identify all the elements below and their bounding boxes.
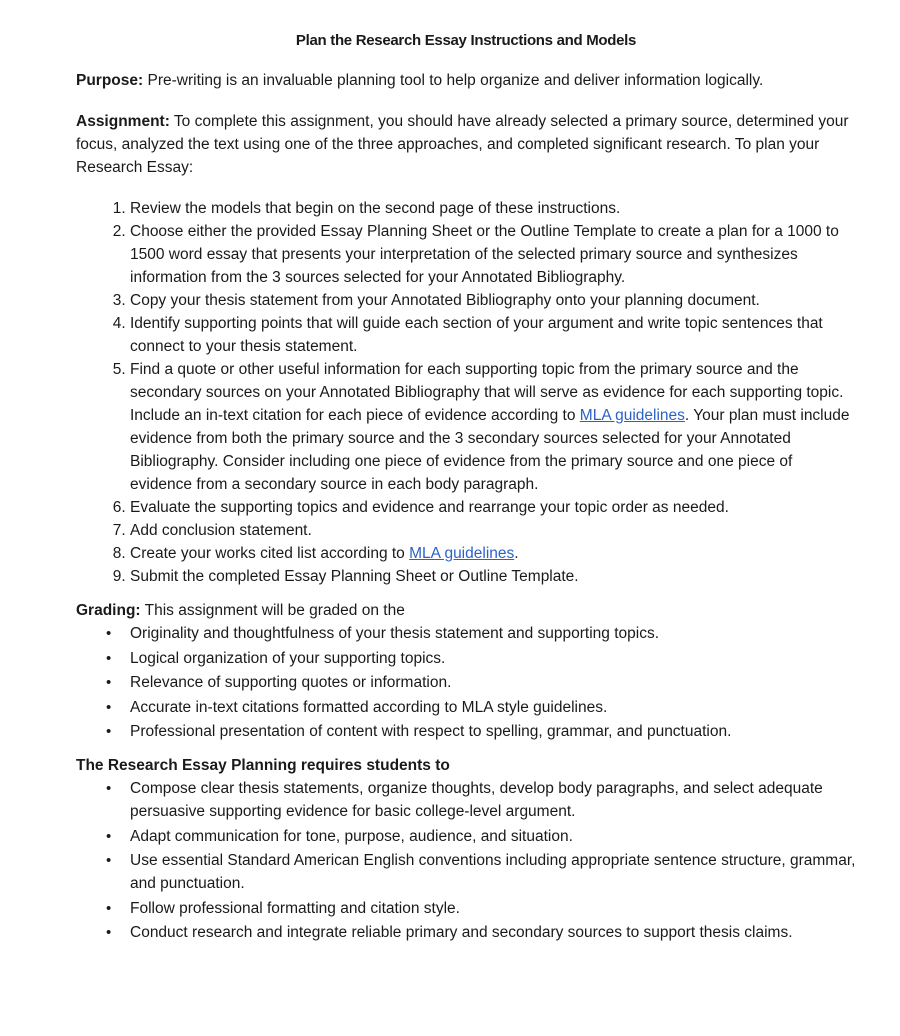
list-item: • Compose clear thesis statements, organize thoughts, develop body paragraphs, and select adequate persuasive supporting evidence for basic college-level argument. [130,777,856,823]
grading-criteria-list [76,622,856,743]
purpose-label: Purpose: [76,72,144,89]
grading-label: Grading: [76,602,141,619]
purpose-paragraph [76,69,856,92]
bullet-icon: • [106,827,112,845]
step-item: 2. Choose either the provided Essay Planning Sheet or the Outline Template to create a plan for a 1000 to 1500 word essay that presents your interpretation of the selected primary source and synthesizes information from the 3 sources selected for your Annotated Bibliography. [130,220,856,289]
step-item: 5. Find a quote or other useful information for each supporting topic from the primary source and the secondary sources on your Annotated Bibliography that will serve as evidence for each supporting topic. Include an in-text citation for each piece of evidence according to MLA guidelines. Your plan must include evidence from both the primary source and the 3 secondary sources selected for your Annotated Bibliography. Consider including one piece of evidence from the primary source and one piece of evidence from a secondary source in each body paragraph. [130,358,856,496]
bullet-icon: • [106,698,112,716]
assignment-paragraph [76,110,856,179]
bullet-icon: • [106,649,112,667]
mla-guidelines-link[interactable]: MLA guidelines [579,407,685,424]
assignment-steps-list [76,197,856,588]
list-item: • Use essential Standard American English conventions including appropriate sentence structure, grammar, and punctuation. [130,849,856,895]
list-item: • Originality and thoughtfulness of your thesis statement and supporting topics. [130,622,856,645]
purpose-text: Pre-writing is an invaluable planning tool to help organize and deliver information logically. [143,72,764,89]
step-item: 6. Evaluate the supporting topics and evidence and rearrange your topic order as needed. [130,496,856,519]
list-item: • Logical organization of your supporting topics. [130,647,856,670]
step-item: 1. Review the models that begin on the second page of these instructions. [130,197,856,220]
step-item: 8. Create your works cited list according to MLA guidelines. [130,542,856,565]
list-item: • Professional presentation of content with respect to spelling, grammar, and punctuation. [130,720,856,743]
list-item: • Accurate in-text citations formatted according to MLA style guidelines. [130,696,856,719]
mla-guidelines-link[interactable]: MLA guidelines [409,545,515,562]
step-item: 9. Submit the completed Essay Planning Sheet or Outline Template. [130,565,856,588]
bullet-icon: • [106,852,112,869]
bullet-icon: • [106,780,112,797]
list-item: • Conduct research and integrate reliable primary and secondary sources to support thesis claims. [130,921,856,944]
grading-heading [76,599,856,622]
list-item: • Follow professional formatting and citation style. [130,897,856,920]
document-title: Plan the Research Essay Instructions and Models [295,32,637,49]
bullet-icon: • [106,723,112,740]
step-item: 4. Identify supporting points that will guide each section of your argument and write topic sentences that connect to your thesis statement. [130,312,856,358]
bullet-icon: • [106,674,112,691]
grading-text: This assignment will be graded on the [140,602,405,619]
requirements-list [76,777,856,944]
step-item: 7. Add conclusion statement. [130,519,856,542]
bullet-icon: • [106,625,112,642]
list-item: • Adapt communication for tone, purpose, audience, and situation. [130,825,856,848]
assignment-text: To complete this assignment, you should have already selected a primary source, determined your focus, analyzed the text using one of the three approaches, and completed significant research. To plan your Research Essay: [76,113,849,176]
bullet-icon: • [106,899,112,917]
list-item: • Relevance of supporting quotes or information. [130,671,856,694]
bullet-icon: • [106,924,112,941]
step-item: 3. Copy your thesis statement from your Annotated Bibliography onto your planning document. [130,289,856,312]
document-page [76,30,856,955]
requirements-heading: The Research Essay Planning requires students to [76,757,450,774]
assignment-label: Assignment: [76,113,170,130]
